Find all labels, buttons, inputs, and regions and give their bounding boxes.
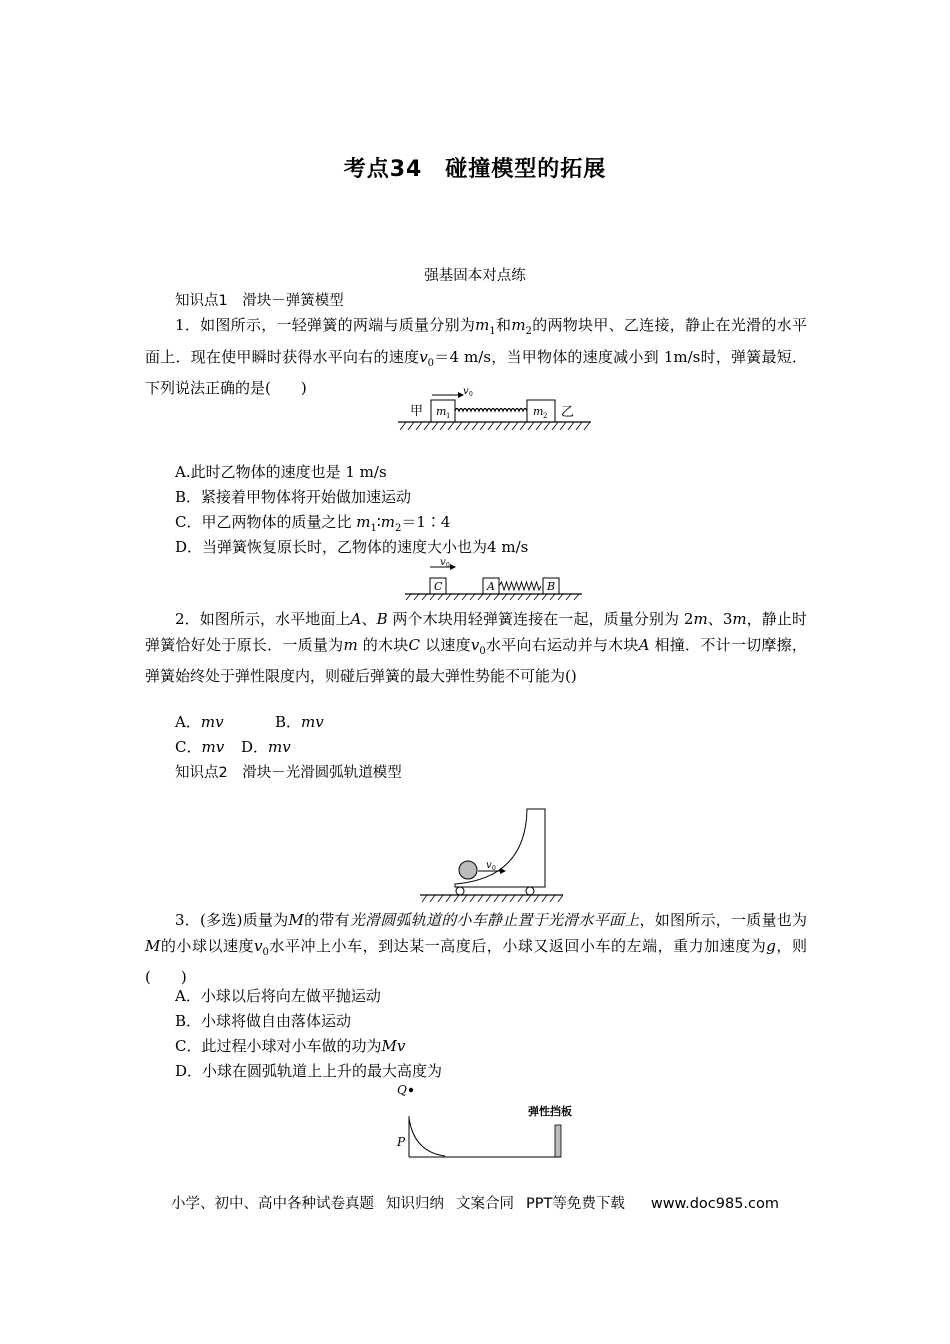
knowledge-point-2: 知识点2 滑块－光滑圆弧轨道模型	[175, 765, 402, 781]
subscript: 1	[446, 412, 451, 420]
q1-text: 滑的水平面上．现在使甲瞬时获得水平向右的速度	[145, 316, 807, 366]
spring-icon	[455, 409, 527, 412]
q1-option-c-text: ＝1∶4	[401, 513, 451, 531]
q3-text: 水平冲上小车，到达某一高度后，小球又返回小车的左端，重	[268, 936, 689, 955]
option-letter: B．	[275, 713, 302, 731]
q1-option-b: B．紧接着甲物体将开始做加速运动	[175, 488, 412, 506]
q1-text: m/s时，弹簧最短．下列说法正确的是( )	[145, 347, 807, 397]
subscript: 2	[543, 412, 548, 420]
v0-label: v	[463, 386, 469, 397]
q3-option-c	[175, 1034, 405, 1059]
footer-text: 知识归纳	[385, 1196, 444, 1212]
v0-label: v	[486, 860, 492, 871]
q1-text: ＝4 m/s，当甲物体的速度减小到 1	[434, 347, 674, 366]
m1-var: m	[475, 316, 490, 334]
ball-icon	[459, 861, 477, 879]
q2-text: 3	[722, 610, 733, 628]
q2-option-d	[241, 735, 291, 760]
q2-text: 撞．不计一切摩擦，弹簧始终处于弹性限度内，则碰后弹簧的最大弹性势能不可能为(	[145, 635, 807, 685]
page-footer	[0, 1192, 950, 1213]
q2-text: 水平向右运动并与木块	[485, 635, 639, 654]
q2-text: 相	[654, 635, 670, 654]
mass-var: M	[288, 911, 304, 929]
q3-text: 3．(多选)质量为	[175, 911, 289, 929]
q3-text: 的带有	[303, 911, 350, 929]
ratio-colon: ∶	[376, 513, 381, 531]
spring-icon	[499, 582, 541, 590]
fig1-right-label: 乙	[561, 405, 575, 420]
q2-option-a	[175, 710, 224, 735]
ground-hatch	[400, 422, 590, 430]
question-2: 2．如图所示，水平地面上A、B 两个木块用轻弹簧连接在一起，质量分别为 2m、3m，静止时弹簧恰好处于原长．一质量为m 的木块C 以速度$v_0$水平向右运动并与木块A 相撞．不计一切摩擦，弹簧始终处于弹性限度内，则碰后弹簧的最大弹性势能不可能为()	[145, 610, 807, 685]
q3-option-b: B．小球将做自由落体运动	[175, 1012, 352, 1030]
knowledge-point-1: 知识点1 滑块－弹簧模型	[175, 293, 344, 309]
q1-option-c-text: C．甲乙两物体的质量之比	[175, 513, 352, 531]
q2-option-c	[175, 735, 224, 760]
point-q-label: Q	[397, 1083, 407, 1097]
subscript: 0	[492, 865, 496, 872]
q2-option-b	[275, 710, 324, 735]
block-c-label: C	[434, 580, 443, 593]
figure-arc-cart	[418, 806, 568, 906]
m2-var: m	[511, 316, 526, 334]
block-m2-label: m	[533, 405, 544, 418]
option-letter: A．	[175, 713, 201, 731]
ground-hatch	[406, 594, 579, 600]
q2-text: ，静止时弹簧恰好处于原长．一质量为	[145, 610, 807, 654]
q2-text: 两个木块用轻弹簧连接在一起，质量分别为 2	[392, 610, 694, 628]
point-q-icon	[409, 1088, 413, 1092]
v0-var: v	[419, 347, 428, 366]
q1-option-a: A.此时乙物体的速度也是 1 m/s	[175, 463, 387, 481]
footer-text: 文案合同	[455, 1196, 514, 1212]
figure-track-baffle	[390, 1080, 600, 1160]
subscript: 0	[469, 391, 473, 398]
q2-text: 以速度	[425, 635, 471, 654]
block-m1-label: m	[436, 405, 447, 418]
option-value: mv	[200, 713, 224, 731]
q3-text-italic: 光滑圆弧轨道的小车静止置于光滑水平面上	[349, 911, 640, 929]
q3-option-c-text: C．此过程小球对小车做的功为	[175, 1037, 382, 1055]
subscript: 0	[446, 562, 450, 569]
figure-spring-blocks	[396, 386, 596, 436]
block-a-label: A	[487, 580, 495, 593]
mass-var: M	[145, 936, 161, 955]
arrow-head-icon	[450, 564, 456, 570]
q3-text: ，如图所示，一	[639, 911, 747, 929]
page-title: 考点34 碰撞模型的拓展	[343, 157, 607, 182]
q3-option-a: A．小球以后将向左做平抛运动	[175, 987, 381, 1005]
ground-hatch	[422, 895, 563, 902]
baffle-label: 弹性挡板	[528, 1105, 572, 1118]
option-value: mv	[301, 713, 324, 731]
q1-text: 和	[495, 316, 512, 334]
elastic-baffle	[555, 1125, 561, 1157]
q3-text: 力加速度为	[688, 936, 767, 955]
q1-text: 1．如图所示，一轻弹簧的两端与质量分别为	[175, 316, 476, 334]
wheel-icon	[456, 887, 464, 895]
question-1: 1．如图所示，一轻弹簧的两端与质量分别为$m_1$和$m_2$的两物块甲、乙连接，静止在光滑的水平面上．现在使甲瞬时获得水平向右的速度$v_0=4$ m/s，当甲物体的速度减小到 1m/s时，弹簧最短．下列说法正确的是( )	[145, 316, 807, 397]
q3-option-d: D．小球在圆弧轨道上上升的最大高度为	[175, 1062, 443, 1080]
q2-text: 、	[361, 610, 377, 628]
arc-track	[409, 1118, 445, 1156]
fig1-left-label: 甲	[410, 404, 424, 419]
q2-text: )	[570, 667, 577, 685]
wheel-icon	[526, 887, 534, 895]
option-value: mv	[268, 738, 291, 756]
q1-option-d: D．当弹簧恢复原长时，乙物体的速度大小也为4 m/s	[175, 538, 529, 556]
q3-text: 质量也为	[746, 911, 807, 929]
block-b-label: B	[547, 580, 556, 593]
option-letter: D．	[241, 738, 269, 756]
footer-link[interactable]: www.doc985.com	[650, 1196, 780, 1212]
footer-text: PPT等免费下载	[525, 1196, 625, 1212]
option-letter: C．	[175, 738, 202, 756]
q1-option-c: C．甲乙两物体的质量之比 $m_1∶m_2=1∶4$	[175, 513, 451, 534]
section-title: 强基固本对点练	[424, 268, 526, 284]
q3-text: 的小球以速度	[160, 936, 255, 955]
option-value: mv	[201, 738, 225, 756]
v0-label: v	[440, 557, 446, 568]
footer-text: 小学、初中、高中各种试卷真题	[170, 1196, 374, 1212]
figure-three-blocks	[400, 556, 585, 602]
q2-text: 2．如图所示，水平地面上	[175, 610, 351, 628]
point-p-label: P	[397, 1135, 406, 1149]
option-value: Mv	[381, 1037, 406, 1055]
q2-text: 的木块	[362, 635, 409, 654]
q3-text: ，则( )	[145, 936, 807, 986]
gravity-var: g	[766, 936, 776, 955]
q2-text: 、	[707, 610, 723, 628]
question-3: 3．(多选)质量为M的带有光滑圆弧轨道的小车静止置于光滑水平面上，如图所示，一质量也为M的小球以速度$v_0$水平冲上小车，到达某一高度后，小球又返回小车的左端，重力加速度为g，则( )	[145, 911, 807, 986]
q1-text: 的两物块甲、乙连接，静止在光	[531, 316, 747, 334]
